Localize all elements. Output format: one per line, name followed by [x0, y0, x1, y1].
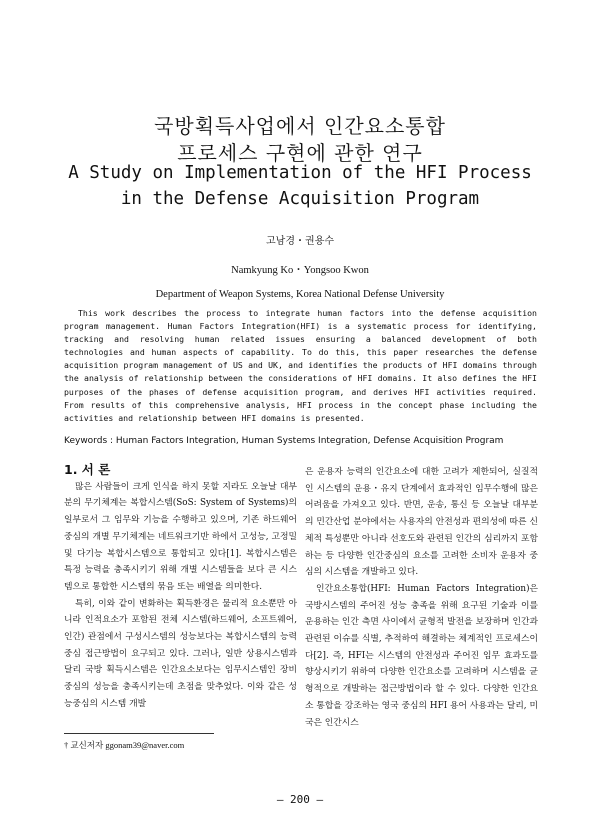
paragraph: 특히, 이와 같이 변화하는 획득환경은 물리적 요소뿐만 아니라 인적요소가 포함된 전체 시스템(하드웨어, 소프트웨어, 인간) 관점에서 구성시스템의 성능보다는 복합시스템의 능력중심 접근방법이 요구되고 있다. 그러나, 일반 상용시스템과 달리 국방 획득시스템은 인간요소보다는 임무시스템인 장비중심의 성능을 충족시키는데 초점을 맞추었다. 이와 같은 성능중심의 시스템 개발: [64, 598, 297, 709]
paragraph: 은 운용자 능력의 인간요소에 대한 고려가 제한되어, 실질적인 시스템의 운용・유지 단계에서 효과적인 임무수행에 많은 어려움을 가져오고 있다. 반면, 운송, 통신 등 오늘날 대부분의 민간산업 분야에서는 사용자의 안전성과 편의성에 따른 신체적 특성뿐만 아니라 선호도와 관련된 인간의 심리까지 포함하는 등 다양한 인간중심의 요소를 고려한 소비자 운용자 중심의 시스템을 개발하고 있다.: [305, 467, 538, 578]
authors-korean: 고남경・권용수: [266, 236, 334, 247]
paragraph: 많은 사람들이 크게 인식을 하지 못할 지라도 오늘날 대부분의 무기체계는 복합시스템(SoS: System of Systems)의 일부로서 그 임무와 기능을 수행하고 있으며, 기존 하드웨어 중심의 개별 무기체계는 네트워크기반 하에서 고성능, 고정밀 및 다기능 복합시스템으로 통합되고 있다[1]. 복합시스템은 특정 능력을 충족시키기 위해 개별 시스템들을 보다 큰 시스템으로 통합한 시스템의 묶음 또는 배열을 의미한다.: [64, 481, 297, 592]
footnote-divider: [64, 733, 214, 734]
title-korean-line1: 국방획득사업에서 인간요소통합: [154, 114, 446, 138]
keywords: Keywords : Human Factors Integration, Human Systems Integration, Defense Acquisition Program: [64, 436, 504, 446]
title-english-line1: A Study on Implementation of the HFI Process: [68, 163, 532, 183]
abstract: [64, 307, 537, 425]
page-number: – 200 –: [276, 793, 324, 806]
abstract-text: This work describes the process to integrate human factors into the defense acquisition program management. Human Factors Integration(HFI) is a systematic process for identifying, tracking and resolving human related issues ensuring a balanced development of both technologies and human aspects of capability. To do this, this paper researches the defense acquisition program management of US and UK, and identifies the products of HFI domains through the analysis of relationship between the considerations of HFI domains. It also defines the HFI purposes of the phases of defense acquisition program, and derives HFI activities required. From results of this comprehensive analysis, HFI process in the concept phase including the activities and relationship between HFI domains is presented.: [64, 308, 537, 423]
affiliation: Department of Weapon Systems, Korea National Defense University: [155, 289, 445, 300]
right-column: [305, 464, 538, 731]
left-column: [64, 462, 297, 713]
authors-english: Namkyung Ko・Yongsoo Kwon: [231, 265, 369, 276]
section-heading: 1. 서 론: [64, 462, 111, 477]
title-english-line2: in the Defense Acquisition Program: [120, 189, 480, 209]
paragraph: 인간요소통합(HFI: Human Factors Integration)은 국방시스템의 주어진 성능 충족을 위해 요구된 기술과 이를 운용하는 인간 측면 사이에서 균형적 발전을 보장하며 인간과 관련된 이슈를 식별, 추적하여 해결하는 체계적인 프로세스이다[2]. 즉, HFI는 시스템의 안전성과 주어진 임무 효과도를 향상시키기 위하여 다양한 인간요소를 고려하며 시스템을 균형적으로 개발하는 접근방법이라 할 수 있다. 다양한 인간요소 통합을 강조하는 영국 중심의 HFI 용어 사용과는 달리, 미국은 인간시스: [305, 583, 538, 728]
title-korean-line2: 프로세스 구현에 관한 연구: [177, 141, 423, 165]
footnote: † 교신저자 ggonam39@naver.com: [64, 740, 185, 750]
